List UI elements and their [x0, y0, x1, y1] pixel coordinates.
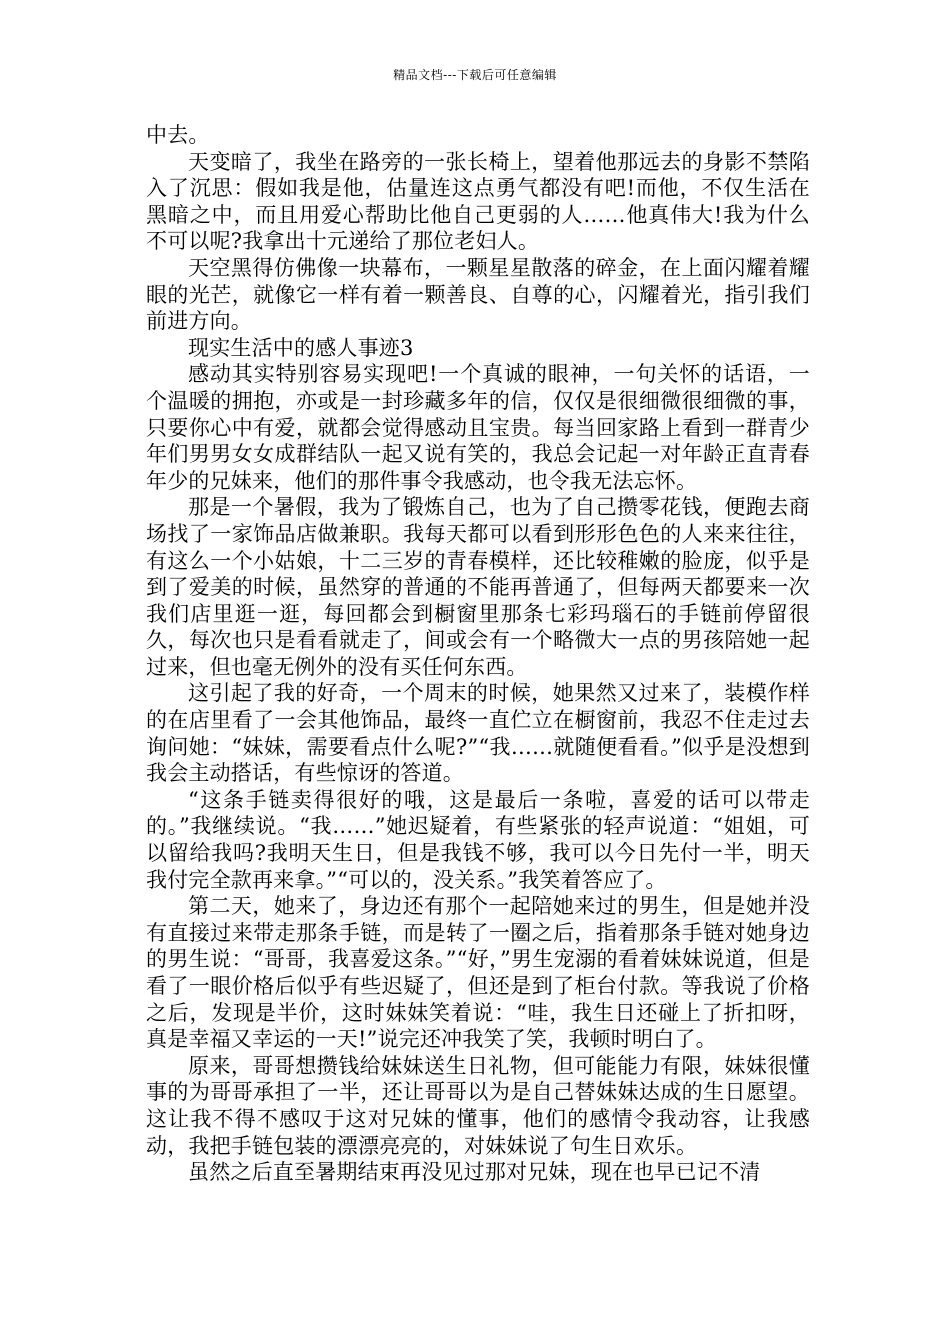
paragraph: 原来，哥哥想攒钱给妹妹送生日礼物，但可能能力有限，妹妹很懂事的为哥哥承担了一半，还让哥哥以为是自己替妹妹达成的生日愿望。这让我不得不感叹于这对兄妹的懂事，他们的感情令我动容，让我感动，我把手链包装的漂漂亮亮的，对妹妹说了句生日欢乐。 — [146, 1053, 810, 1158]
paragraph: 这引起了我的好奇，一个周末的时候，她果然又过来了，装模作样的在店里看了一会其他饰品，最终一直伫立在橱窗前，我忍不住走过去询问她：“妹妹，需要看点什么呢?”“我……就随便看看。”似乎是没想到我会主动搭话，有些惊讶的答道。 — [146, 681, 810, 786]
paragraph: 天空黑得仿佛像一块幕布，一颗星星散落的碎金，在上面闪耀着耀眼的光芒，就像它一样有着一颗善良、自尊的心，闪耀着光，指引我们前进方向。 — [146, 255, 810, 334]
paragraph: 第二天，她来了，身边还有那个一起陪她来过的男生，但是她并没有直接过来带走那条手链，而是转了一圈之后，指着那条手链对她身边的男生说：“哥哥，我喜爱这条。”“好，”男生宠溺的看着妹妹说道，但是看了一眼价格后似乎有些迟疑了，但还是到了柜台付款。等我说了价格之后，发现是半价，这时妹妹笑着说：“哇，我生日还碰上了折扣呀，真是幸福又幸运的一天!”说完还冲我笑了笑，我顿时明白了。 — [146, 894, 810, 1052]
paragraph-continuation: 中去。 — [146, 123, 210, 147]
paragraph: “这条手链卖得很好的哦，这是最后一条啦，喜爱的话可以带走的。”我继续说。“我……”她迟疑着，有些紧张的轻声说道：“姐姐，可以留给我吗?我明天生日，但是我钱不够，我可以今日先付一半，明天我付完全款再来拿。”“可以的，没关系。”我笑着答应了。 — [146, 787, 810, 892]
page-header: 精品文档---下载后可任意编辑 — [393, 68, 557, 82]
paragraph: 天变暗了，我坐在路旁的一张长椅上，望着他那远去的身影不禁陷入了沉思：假如我是他，估量连这点勇气都没有吧!而他，不仅生活在黑暗之中，而且用爱心帮助比他自己更弱的人……他真伟大!我为什么不可以呢?我拿出十元递给了那位老妇人。 — [146, 149, 810, 254]
paragraph: 那是一个暑假，我为了锻炼自己，也为了自己攒零花钱，便跑去商场找了一家饰品店做兼职。我每天都可以看到形形色色的人来来往往，有这么一个小姑娘，十二三岁的青春模样，还比较稚嫩的脸庞，似乎是到了爱美的时候，虽然穿的普通的不能再普通了，但每两天都要来一次我们店里逛一逛，每回都会到橱窗里那条七彩玛瑙石的手链前停留很久，每次也只是看看就走了，间或会有一个略微大一点的男孩陪她一起过来，但也毫无例外的没有买任何东西。 — [146, 495, 810, 679]
paragraph: 虽然之后直至暑期结束再没见过那对兄妹，现在也早已记不清 — [188, 1160, 761, 1185]
section-heading: 现实生活中的感人事迹3 — [188, 335, 414, 360]
document-body — [146, 122, 810, 1186]
paragraph: 感动其实特别容易实现吧!一个真诚的眼神，一句关怀的话语，一个温暖的拥抱，亦或是一封珍藏多年的信，仅仅是很细微很细微的事，只要你心中有爱，就都会觉得感动且宝贵。每当回家路上看到一群青少年们男男女女成群结队一起又说有笑的，我总会记起一对年龄正直青春年少的兄妹来，他们的那件事令我感动，也令我无法忘怀。 — [146, 362, 810, 493]
